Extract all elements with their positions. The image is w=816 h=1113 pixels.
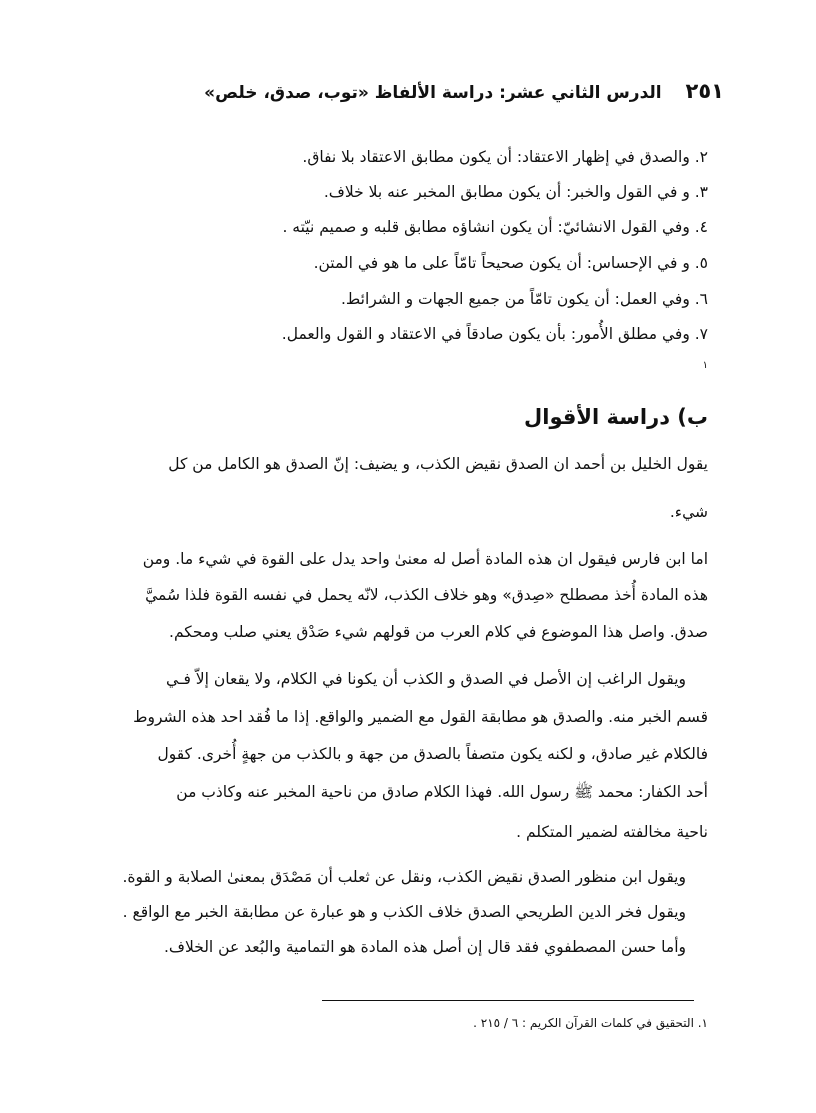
paragraph-line: أحد الكفار: محمد ﷺ رسول الله. فهذا الكلام صادق من ناحية المخبر عنه وكاذب من bbox=[176, 783, 708, 801]
paragraph-line: ناحية مخالفته لضمير المتكلم . bbox=[516, 823, 708, 841]
paragraph-line: صدق. واصل هذا الموضوع في كلام العرب من قولهم شيء صَدْق يعني صلب ومحكم. bbox=[169, 623, 708, 641]
list-item: ٦. وفي العمل: أن يكون تامّاً من جميع الجهات و الشرائط. bbox=[340, 290, 708, 308]
paragraph-line: قسم الخبر منه. والصدق هو مطابقة القول مع الضمير والواقع. إذا ما فُقد احد هذه الشروط bbox=[133, 708, 708, 726]
paragraph-line: ويقول فخر الدين الطريحي الصدق خلاف الكذب و هو عبارة عن مطابقة الخبر مع الواقع . bbox=[122, 903, 686, 921]
paragraph-line: ويقول ابن منظور الصدق نقيض الكذب، ونقل عن ثعلب أن مَصْدَق بمعنىٰ الصلابة و القوة. bbox=[122, 868, 686, 886]
paragraph-line: اما ابن فارس فيقول ان هذه المادة أصل له معنىٰ واحد يدل على القوة في شيء ما. ومن bbox=[142, 550, 708, 568]
paragraph-line: يقول الخليل بن أحمد ان الصدق نقيض الكذب، و يضيف: إنّ الصدق هو الكامل من كل bbox=[168, 455, 708, 473]
paragraph-line: فالكلام غير صادق، و لكنه يكون متصفاً بالصدق من جهة و بالكذب من جهةٍ أُخرى. كقول bbox=[157, 745, 708, 763]
section-heading: ب) دراسة الأقوال bbox=[524, 405, 708, 429]
paragraph-line: شيء. bbox=[669, 503, 708, 521]
paragraph-line: وأما حسن المصطفوي فقد قال إن أصل هذه المادة هو التمامية والبُعد عن الخلاف. bbox=[163, 938, 686, 956]
list-item: ٣. و في القول والخبر: أن يكون مطابق المخبر عنه بلا خلاف. bbox=[323, 183, 708, 201]
paragraph-line: ويقول الراغب إن الأصل في الصدق و الكذب أن يكونا في الكلام، ولا يقعان إلاّ فـي bbox=[166, 670, 686, 688]
page-number: ٢٥١ bbox=[685, 79, 724, 103]
footnote-ref: ١ bbox=[702, 360, 708, 371]
list-item bbox=[108, 354, 708, 381]
list-item: ٤. وفي القول الانشائيّ: أن يكون انشاؤه مطابق قلبه و صميم نيّته . bbox=[282, 218, 708, 236]
list-item: ٢. والصدق في إظهار الاعتقاد: أن يكون مطابق الاعتقاد بلا نفاق. bbox=[302, 148, 708, 166]
paragraph-line: هذه المادة أُخذ مصطلح «صِدق» وهو خلاف الكذب، لانّه يحمل في نفسه القوة فلذا سُميَّ bbox=[145, 586, 708, 604]
list-item: ٥. و في الإحساس: أن يكون صحيحاً تامّاً على ما هو في المتن. bbox=[313, 254, 708, 272]
footnote: ١. التحقيق في كلمات القرآن الكريم : ٦ / ٢١٥ . bbox=[473, 1016, 708, 1030]
running-header bbox=[104, 78, 724, 106]
footnote-divider bbox=[322, 1000, 694, 1001]
list-item: ٧. وفي مطلق الأُمور: بأن يكون صادقاً في الاعتقاد و القول والعمل. bbox=[281, 325, 708, 343]
chapter-title: الدرس الثاني عشر: دراسة الألفاظ «توب، صدق، خلص» bbox=[204, 83, 662, 103]
